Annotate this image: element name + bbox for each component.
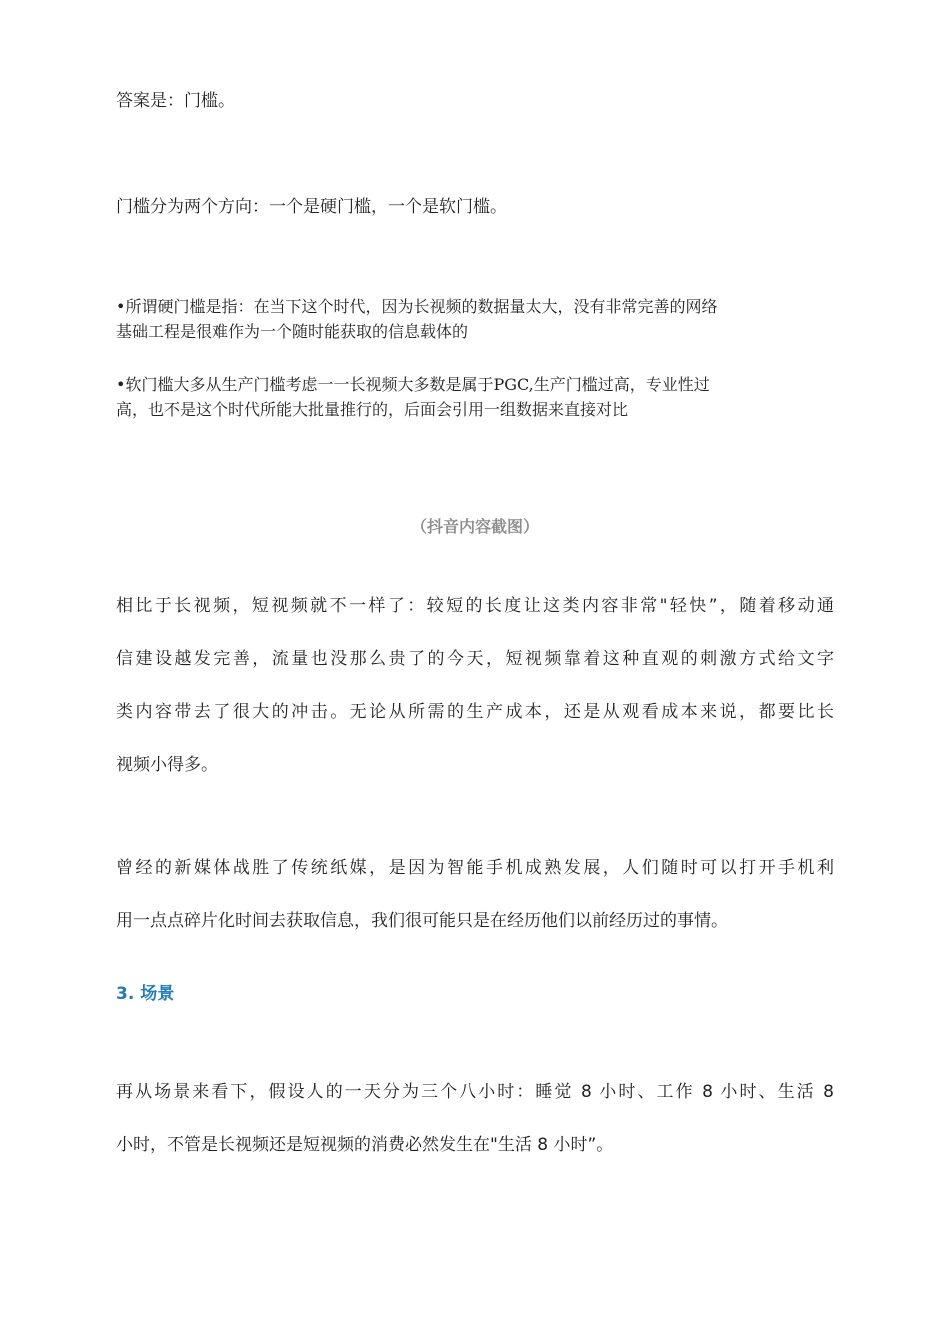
bullet-hard-threshold-line-2: 基础工程是很难作为一个随时能获取的信息载体的: [116, 322, 469, 341]
paragraph-short-video-line-3: 类内容带去了很大的冲击。无论从所需的生产成本，还是从观看成本来说，都要比长: [116, 702, 834, 722]
section-heading-scene: 3. 场景: [116, 984, 175, 1004]
paragraph-new-media-line-1: 曾经的新媒体战胜了传统纸媒，是因为智能手机成熟发展，人们随时可以打开手机利: [116, 858, 834, 878]
paragraph-scene-line-2: 小时，不管是长视频还是短视频的消费必然发生在"生活 8 小时”。: [116, 1135, 614, 1155]
paragraph-threshold-directions: 门槛分为两个方向：一个是硬门槛，一个是软门槛。: [116, 197, 507, 217]
paragraph-short-video-line-2: 信建设越发完善，流量也没那么贵了的今天，短视频靠着这种直观的刺激方式给文字: [116, 649, 834, 669]
paragraph-short-video-line-1: 相比于长视频，短视频就不一样了：较短的长度让这类内容非常"轻快”，随着移动通: [116, 596, 834, 616]
paragraph-short-video-line-4: 视频小得多。: [116, 755, 218, 775]
paragraph-scene-line-1: 再从场景来看下，假设人的一天分为三个八小时：睡觉 8 小时、工作 8 小时、生活 8: [116, 1082, 834, 1102]
bullet-soft-threshold-line-2: 高，也不是这个时代所能大批量推行的，后面会引用一组数据来直接对比: [116, 400, 629, 419]
bullet-hard-threshold-line-1: •所谓硬门槛是指：在当下这个时代，因为长视频的数据量太大，没有非常完善的网络: [116, 297, 718, 316]
image-caption: （抖音内容截图）: [410, 517, 539, 536]
paragraph-answer: 答案是：门槛。: [116, 91, 235, 111]
paragraph-new-media-line-2: 用一点点碎片化时间去获取信息，我们很可能只是在经历他们以前经历过的事情。: [116, 911, 728, 931]
bullet-soft-threshold-line-1: •软门槛大多从生产门槛考虑一一长视频大多数是属于PGC,生产门槛过高，专业性过: [116, 375, 710, 394]
